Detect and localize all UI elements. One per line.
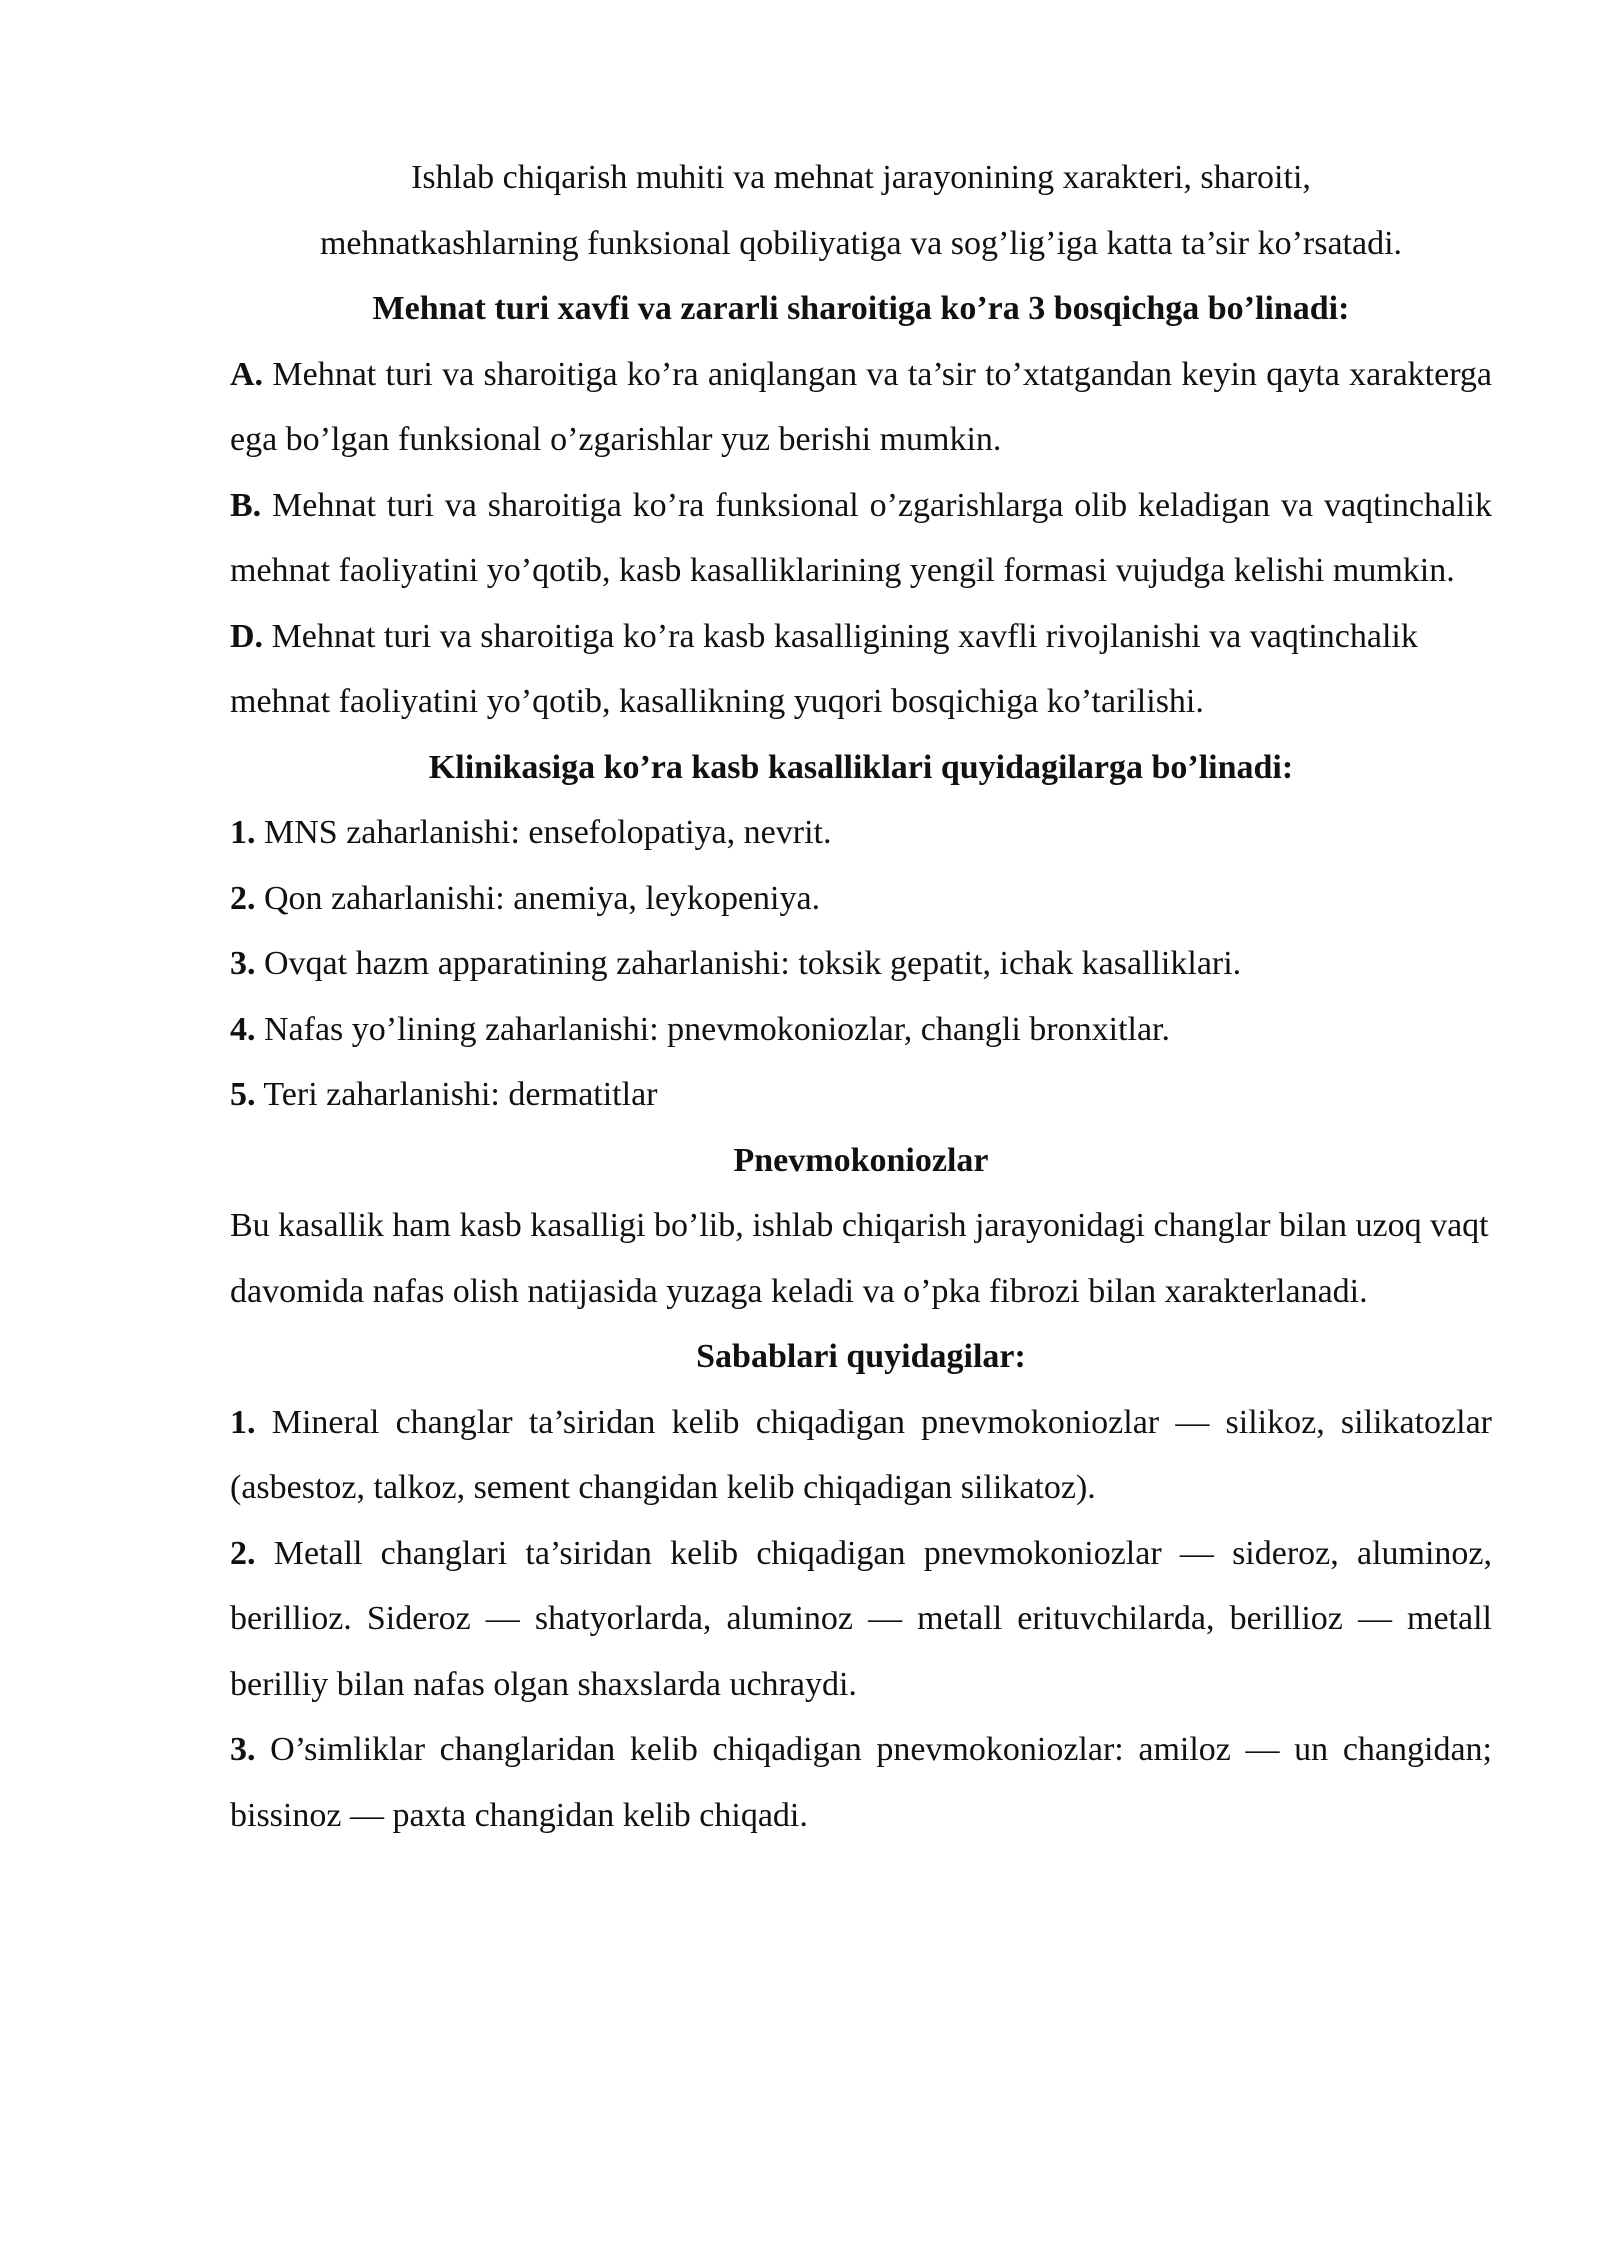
intro-line-2: mehnatkashlarning funksional qobiliyatiga va sog’lig’iga katta ta’sir ko’rsatadi. bbox=[319, 224, 1403, 262]
stage-item-a bbox=[230, 342, 1492, 473]
list-item-text: Qon zaharlanishi: anemiya, leykopeniya. bbox=[255, 879, 821, 917]
list-item-text: Mehnat turi va sharoitiga ko’ra kasb kasalligining xavfli rivojlanishi va vaqtinchalik mehnat faoliyatini yo’qotib, kasallikning yuqori bosqichiga ko’tarilishi. bbox=[230, 617, 1418, 720]
list-marker: 1. bbox=[230, 814, 256, 851]
section-heading-stages: Mehnat turi xavfi va zararli sharoitiga ko’ra 3 bosqichga bo’linadi: bbox=[372, 290, 1350, 327]
list-marker: 1. bbox=[230, 1403, 256, 1441]
intro-line-1: Ishlab chiqarish muhiti va mehnat jarayonining xarakteri, sharoiti, bbox=[411, 159, 1311, 196]
list-marker: 2. bbox=[230, 879, 256, 917]
pneumoconiosis-paragraph: Bu kasallik ham kasb kasalligi bo’lib, ishlab chiqarish jarayonidagi changlar bilan uzoq vaqt davomida nafas olish natijasida yuzaga keladi va o’pka fibrozi bilan xarakterlanadi. bbox=[230, 1207, 1489, 1310]
list-marker: 3. bbox=[230, 1731, 256, 1768]
list-item-text: Mineral changlar ta’siridan kelib chiqadigan pnevmokoniozlar — silikoz, silikatozlar (asbestoz, talkoz, sement changidan kelib chiqadigan silikatoz). bbox=[230, 1403, 1492, 1506]
list-marker: B. bbox=[230, 486, 262, 524]
stage-item-b bbox=[230, 473, 1492, 604]
list-marker: A. bbox=[230, 355, 264, 393]
stage-item-d bbox=[230, 604, 1492, 735]
list-item-text: Teri zaharlanishi: dermatitlar bbox=[255, 1076, 658, 1113]
list-marker: 5. bbox=[230, 1076, 256, 1113]
list-marker: D. bbox=[230, 617, 264, 655]
list-item-text: MNS zaharlanishi: ensefolopatiya, nevrit. bbox=[255, 814, 832, 851]
list-marker: 2. bbox=[230, 1534, 256, 1572]
cause-item-3 bbox=[230, 1717, 1492, 1848]
clinical-item-4 bbox=[230, 997, 1492, 1063]
document-page bbox=[230, 145, 1492, 1848]
list-item-text: O’simliklar changlaridan kelib chiqadigan pnevmokoniozlar: amiloz — un changidan; bissinoz — paxta changidan kelib chiqadi. bbox=[230, 1731, 1492, 1834]
list-item-text: Nafas yo’lining zaharlanishi: pnevmokoniozlar, changli bronxitlar. bbox=[255, 1010, 1170, 1048]
clinical-item-1 bbox=[230, 800, 1492, 866]
list-item-text: Ovqat hazm apparatining zaharlanishi: toksik gepatit, ichak kasalliklari. bbox=[255, 945, 1242, 982]
section-heading-clinical: Klinikasiga ko’ra kasb kasalliklari quyidagilarga bo’linadi: bbox=[428, 748, 1294, 786]
list-item-text: Mehnat turi va sharoitiga ko’ra aniqlangan va ta’sir to’xtatgandan keyin qayta xarakterga ega bo’lgan funksional o’zgarishlar yuz berishi mumkin. bbox=[230, 355, 1492, 458]
cause-item-2 bbox=[230, 1521, 1492, 1718]
clinical-item-3 bbox=[230, 931, 1492, 997]
clinical-item-5 bbox=[230, 1062, 1492, 1128]
cause-item-1 bbox=[230, 1390, 1492, 1521]
list-item-text: Metall changlari ta’siridan kelib chiqadigan pnevmokoniozlar — sideroz, aluminoz, berillioz. Sideroz — shatyorlarda, aluminoz — metall erituvchilarda, berillioz — metall berilliy bilan nafas olgan shaxslarda uchraydi. bbox=[230, 1534, 1492, 1703]
list-marker: 3. bbox=[230, 945, 256, 982]
section-heading-pneumoconiosis: Pnevmokoniozlar bbox=[733, 1141, 989, 1179]
section-heading-causes: Sabablari quyidagilar: bbox=[696, 1338, 1026, 1375]
list-marker: 4. bbox=[230, 1010, 256, 1048]
list-item-text: Mehnat turi va sharoitiga ko’ra funksional o’zgarishlarga olib keladigan va vaqtinchalik mehnat faoliyatini yo’qotib, kasb kasalliklarining yengil formasi vujudga kelishi mumkin. bbox=[230, 486, 1492, 589]
clinical-item-2 bbox=[230, 866, 1492, 932]
